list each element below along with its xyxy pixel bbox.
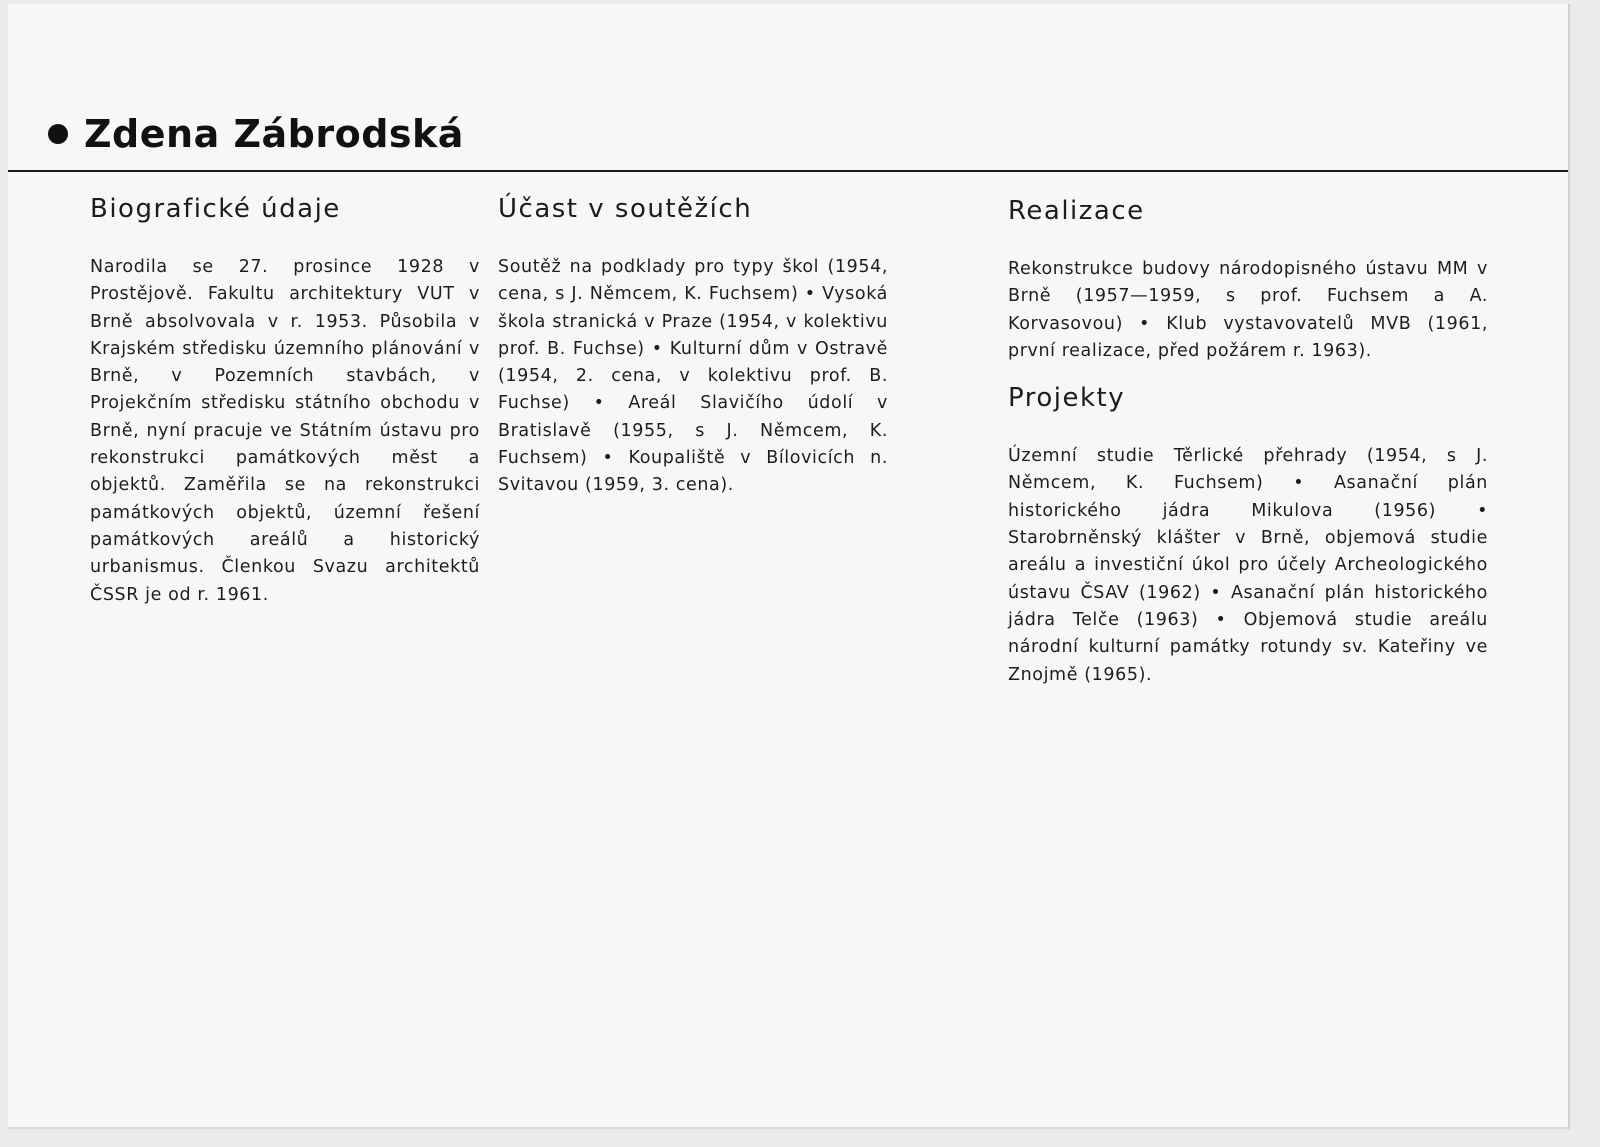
realizations-heading: Realizace: [1008, 196, 1145, 226]
works-section: [1008, 190, 1488, 689]
realizations-section: [1008, 192, 1488, 365]
projects-text: Územní studie Těrlické přehrady (1954, s J. Němcem, K. Fuchsem) • Asanační plán historického jádra Mikulova (1956) • Starobrněnský klášter v Brně, objemová studie areálu a investiční úkol pro účely Archeologického ústavu ČSAV (1962) • Asanační plán historického jádra Telče (1963) • Objemová studie areálu národní kulturní památky rotundy sv. Kateřiny ve Znojmě (1965).: [1008, 446, 1488, 685]
realizations-text: Rekonstrukce budovy národopisného ústavu MM v Brně (1957—1959, s prof. Fuchsem a A. Korvasovou) • Klub vystavovatelů MVB (1961, první realizace, před požárem r. 1963).: [1008, 259, 1488, 361]
biography-heading: Biografické údaje: [90, 194, 341, 224]
biography-text: Narodila se 27. prosince 1928 v Prostějově. Fakultu architektury VUT v Brně absolvovala v r. 1953. Působila v Krajském středisku územního plánování v Brně, v Pozemních stavbách, v Projekčním středisku státního obchodu v Brně, nyní pracuje ve Státním ústavu pro rekonstrukci památkových měst a objektů. Zaměřila se na rekonstrukci památkových objektů, územní řešení památkových areálů a historický urbanismus. Členkou Svazu architektů ČSSR je od r. 1961.: [90, 257, 480, 605]
bullet-icon: [48, 124, 68, 144]
competitions-section: [498, 190, 888, 500]
projects-heading: Projekty: [1008, 383, 1126, 414]
competitions-text: Soutěž na podklady pro typy škol (1954, cena, s J. Němcem, K. Fuchsem) • Vysoká škola stranická v Praze (1954, v kolektivu prof. B. Fuchse) • Kulturní dům v Ostravě (1954, 2. cena, v kolektivu prof. B. Fuchse) • Areál Slavičího údolí v Bratislavě (1955, s J. Němcem, K. Fuchsem) • Koupaliště v Bílovicích n. Svitavou (1959, 3. cena).: [498, 257, 888, 496]
biography-section: [90, 190, 480, 609]
competitions-heading: Účast v soutěžích: [498, 194, 753, 224]
name-header: [48, 112, 464, 156]
header-divider: [8, 170, 1568, 172]
document-page: [8, 4, 1570, 1129]
projects-section: [1008, 379, 1488, 689]
person-name: Zdena Zábrodská: [84, 112, 464, 156]
